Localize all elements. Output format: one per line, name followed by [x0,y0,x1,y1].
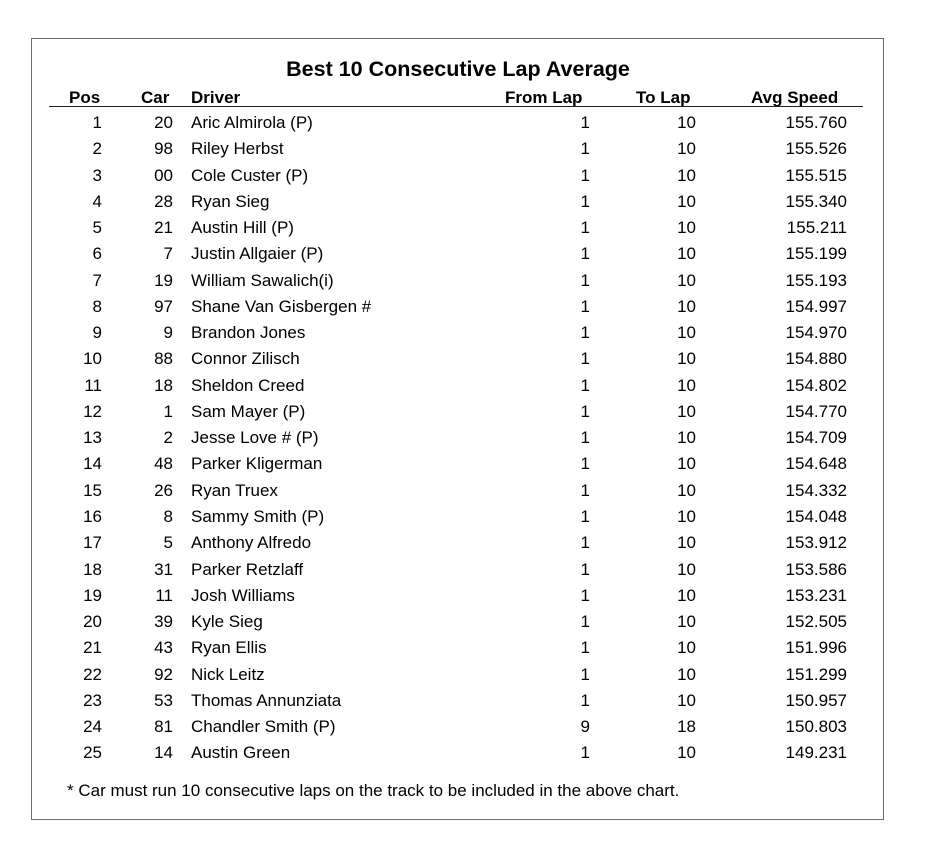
cell-avg-speed: 151.299 [785,664,847,684]
cell-from-lap: 1 [580,559,590,579]
cell-car: 43 [154,638,173,658]
cell-pos: 5 [92,218,102,238]
table-row [0,399,936,425]
cell-pos: 13 [83,428,102,448]
cell-pos: 4 [92,191,102,211]
cell-car: 97 [154,296,173,316]
cell-to-lap: 10 [677,664,696,684]
cell-pos: 11 [84,375,102,395]
cell-pos: 2 [92,139,102,159]
cell-pos: 6 [92,244,102,264]
cell-car: 81 [154,717,173,737]
table-row [0,241,936,267]
table-row [0,740,936,766]
cell-car: 88 [154,349,173,369]
cell-to-lap: 18 [677,717,696,737]
cell-to-lap: 10 [677,743,696,763]
cell-pos: 15 [83,480,102,500]
cell-avg-speed: 150.803 [785,717,847,737]
cell-from-lap: 1 [580,585,590,605]
cell-to-lap: 10 [677,323,696,343]
cell-pos: 7 [92,270,102,290]
cell-avg-speed: 155.211 [786,218,847,238]
cell-pos: 14 [83,454,102,474]
cell-car: 48 [154,454,173,474]
cell-to-lap: 10 [677,191,696,211]
cell-avg-speed: 155.199 [785,244,847,264]
table-row [0,478,936,504]
cell-avg-speed: 150.957 [785,690,847,710]
table-row [0,451,936,477]
cell-pos: 17 [83,533,102,553]
cell-pos: 19 [83,585,102,605]
cell-from-lap: 1 [580,401,590,421]
cell-to-lap: 10 [677,559,696,579]
cell-from-lap: 1 [580,113,590,132]
cell-avg-speed: 155.526 [785,139,847,159]
cell-from-lap: 1 [580,323,590,343]
header-avg-speed: Avg Speed [751,88,839,107]
table-row [0,189,936,215]
cell-avg-speed: 154.048 [785,506,847,526]
cell-to-lap: 10 [677,270,696,290]
cell-to-lap: 10 [677,165,696,185]
cell-from-lap: 1 [580,506,590,526]
table-row [0,688,936,714]
cell-from-lap: 1 [580,638,590,658]
cell-driver: Connor Zilisch [191,349,300,369]
cell-from-lap: 1 [580,664,590,684]
cell-to-lap: 10 [677,506,696,526]
cell-driver: Ryan Ellis [191,638,267,658]
cell-car: 21 [154,218,173,238]
cell-car: 7 [163,244,173,264]
cell-avg-speed: 155.193 [785,270,847,290]
cell-to-lap: 10 [677,218,696,238]
cell-avg-speed: 153.912 [785,533,847,553]
cell-avg-speed: 154.770 [785,401,847,421]
cell-from-lap: 1 [580,375,590,395]
table-row [0,346,936,372]
cell-driver: Josh Williams [191,585,295,605]
cell-avg-speed: 154.709 [785,428,847,448]
cell-driver: Justin Allgaier (P) [191,244,324,264]
table-row [0,136,936,162]
cell-avg-speed: 152.505 [785,612,847,632]
cell-pos: 24 [83,717,102,737]
table-row [0,215,936,241]
cell-avg-speed: 154.648 [785,454,847,474]
cell-pos: 8 [92,296,102,316]
header-car: Car [141,88,170,107]
cell-from-lap: 1 [580,533,590,553]
cell-to-lap: 10 [677,690,696,710]
cell-to-lap: 10 [677,375,696,395]
cell-from-lap: 1 [580,191,590,211]
cell-to-lap: 10 [677,454,696,474]
cell-car: 19 [154,270,173,290]
cell-pos: 1 [92,113,102,132]
cell-pos: 22 [83,664,102,684]
footnote: * Car must run 10 consecutive laps on the track to be included in the above chart. [67,781,680,800]
cell-to-lap: 10 [677,113,696,132]
cell-driver: Chandler Smith (P) [191,717,336,737]
cell-car: 18 [154,375,173,395]
cell-from-lap: 1 [580,139,590,159]
table-row [0,163,936,189]
cell-to-lap: 10 [677,585,696,605]
cell-from-lap: 1 [580,690,590,710]
cell-pos: 16 [83,506,102,526]
cell-car: 39 [154,612,173,632]
cell-avg-speed: 149.231 [785,743,847,763]
cell-driver: Sheldon Creed [191,375,305,395]
table-header [0,84,936,108]
cell-pos: 21 [83,638,102,658]
cell-driver: Riley Herbst [191,139,284,159]
cell-avg-speed: 153.231 [785,585,847,605]
cell-car: 31 [154,559,173,579]
table-row [0,268,936,294]
cell-avg-speed: 155.760 [785,113,847,132]
cell-avg-speed: 154.997 [785,296,847,316]
table-row [0,557,936,583]
header-pos: Pos [69,88,101,107]
table-row [0,714,936,740]
cell-car: 8 [163,506,173,526]
cell-driver: William Sawalich(i) [191,270,334,290]
cell-pos: 23 [83,690,102,710]
cell-car: 00 [154,165,173,185]
cell-pos: 12 [83,401,102,421]
table-row [0,425,936,451]
cell-car: 5 [163,533,173,553]
table-row [0,635,936,661]
cell-driver: Sam Mayer (P) [191,401,306,421]
cell-avg-speed: 154.802 [785,375,847,395]
cell-avg-speed: 155.340 [785,191,847,211]
cell-avg-speed: 154.970 [785,323,847,343]
cell-pos: 3 [92,165,102,185]
cell-car: 53 [154,690,173,710]
table-row [0,530,936,556]
cell-pos: 18 [83,559,102,579]
cell-driver: Shane Van Gisbergen # [191,296,372,316]
cell-driver: Aric Almirola (P) [191,113,313,132]
cell-driver: Thomas Annunziata [191,690,342,710]
cell-car: 26 [154,480,173,500]
cell-from-lap: 1 [580,454,590,474]
table-row [0,373,936,399]
cell-avg-speed: 155.515 [785,165,847,185]
cell-to-lap: 10 [677,244,696,264]
cell-car: 14 [154,743,173,763]
cell-car: 20 [154,113,173,132]
cell-car: 92 [154,664,173,684]
cell-avg-speed: 154.332 [785,480,847,500]
cell-to-lap: 10 [677,533,696,553]
cell-to-lap: 10 [677,612,696,632]
cell-car: 2 [163,428,173,448]
table-row [0,609,936,635]
cell-pos: 25 [83,743,102,763]
cell-from-lap: 1 [580,480,590,500]
table-row [0,294,936,320]
cell-car: 98 [154,139,173,159]
cell-driver: Parker Retzlaff [191,559,304,579]
cell-from-lap: 1 [580,244,590,264]
cell-from-lap: 1 [580,270,590,290]
cell-pos: 9 [92,323,102,343]
cell-to-lap: 10 [677,139,696,159]
cell-driver: Parker Kligerman [191,454,323,474]
cell-avg-speed: 151.996 [785,638,847,658]
cell-pos: 20 [83,612,102,632]
page-title: Best 10 Consecutive Lap Average [286,57,630,81]
header-to-lap: To Lap [636,88,691,107]
cell-driver: Kyle Sieg [191,612,263,632]
cell-from-lap: 1 [580,612,590,632]
cell-pos: 10 [83,349,102,369]
cell-to-lap: 10 [677,401,696,421]
cell-avg-speed: 153.586 [785,559,847,579]
cell-car: 9 [163,323,173,343]
cell-avg-speed: 154.880 [785,349,847,369]
cell-driver: Cole Custer (P) [191,165,309,185]
cell-to-lap: 10 [677,349,696,369]
cell-to-lap: 10 [677,428,696,448]
header-from-lap: From Lap [505,88,583,107]
table-row [0,662,936,688]
cell-driver: Jesse Love # (P) [191,428,319,448]
cell-to-lap: 10 [677,296,696,316]
cell-driver: Nick Leitz [191,664,265,684]
cell-from-lap: 9 [580,717,590,737]
cell-driver: Anthony Alfredo [191,533,312,553]
cell-from-lap: 1 [580,165,590,185]
cell-from-lap: 1 [580,349,590,369]
header-divider [49,106,863,107]
cell-from-lap: 1 [580,743,590,763]
table-body [0,110,936,767]
cell-driver: Ryan Truex [191,480,278,500]
cell-to-lap: 10 [677,638,696,658]
cell-driver: Sammy Smith (P) [191,506,325,526]
cell-driver: Austin Green [191,743,291,763]
cell-driver: Ryan Sieg [191,191,270,211]
cell-car: 28 [154,191,173,211]
table-row [0,583,936,609]
cell-car: 11 [155,585,173,605]
cell-to-lap: 10 [677,480,696,500]
table-row [0,110,936,136]
cell-from-lap: 1 [580,428,590,448]
cell-from-lap: 1 [580,218,590,238]
cell-driver: Brandon Jones [191,323,306,343]
table-row [0,320,936,346]
cell-from-lap: 1 [580,296,590,316]
header-driver: Driver [191,88,241,107]
table-row [0,504,936,530]
cell-driver: Austin Hill (P) [191,218,294,238]
cell-car: 1 [163,401,173,421]
